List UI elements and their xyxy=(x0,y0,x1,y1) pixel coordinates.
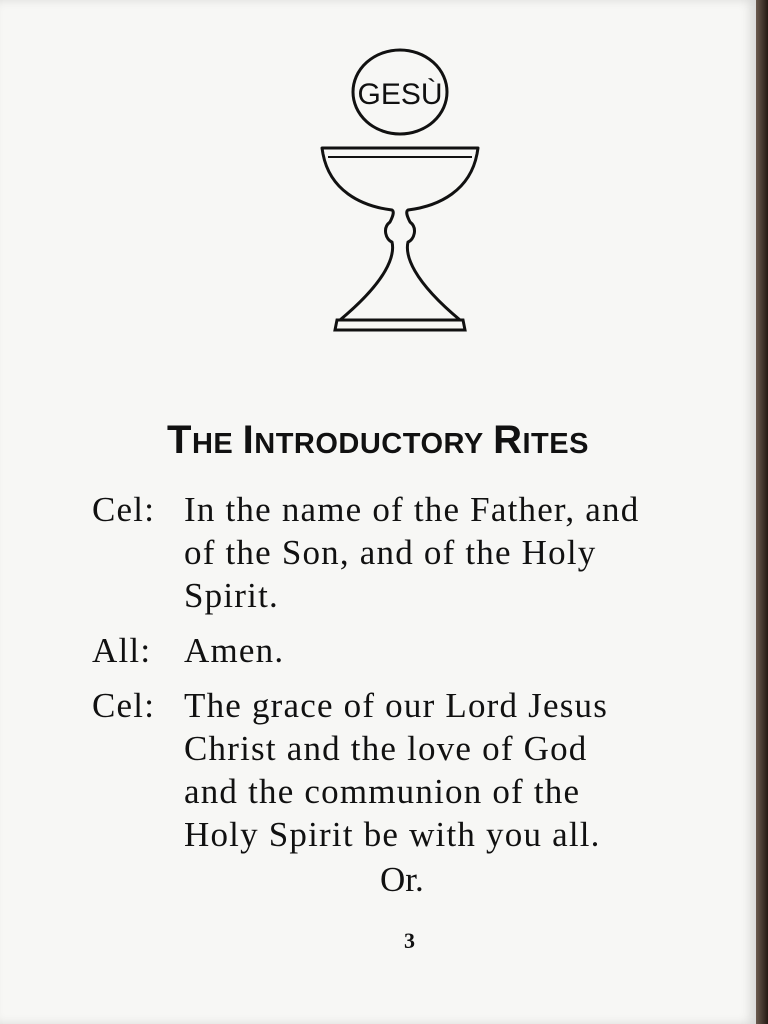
dialogue-line: and the communion of the xyxy=(184,772,581,811)
dialogue-line: Spirit. xyxy=(184,576,279,615)
dialogue-line: of the Son, and of the Holy xyxy=(184,533,597,572)
dialogue xyxy=(92,488,732,868)
dialogue-entry xyxy=(92,488,732,617)
dialogue-line: Amen. xyxy=(184,631,285,670)
page-number: 3 xyxy=(404,928,415,953)
host-label: GESÙ xyxy=(357,78,443,111)
dialogue-line: Holy Spirit be with you all. xyxy=(184,815,601,854)
dialogue-line: The grace of our Lord Jesus xyxy=(184,686,609,725)
page-edge xyxy=(756,0,768,1024)
section-title: THE INTRODUCTORY RITES xyxy=(167,418,589,462)
dialogue-entry xyxy=(92,629,732,672)
dialogue-line: In the name of the Father, and xyxy=(184,490,640,529)
chalice-icon xyxy=(300,40,500,340)
or-label: Or. xyxy=(380,860,424,899)
speaker-label: All: xyxy=(92,631,152,670)
speaker-label: Cel: xyxy=(92,686,156,725)
dialogue-entry xyxy=(92,684,732,856)
dialogue-line: Christ and the love of God xyxy=(184,729,588,768)
speaker-label: Cel: xyxy=(92,490,156,529)
